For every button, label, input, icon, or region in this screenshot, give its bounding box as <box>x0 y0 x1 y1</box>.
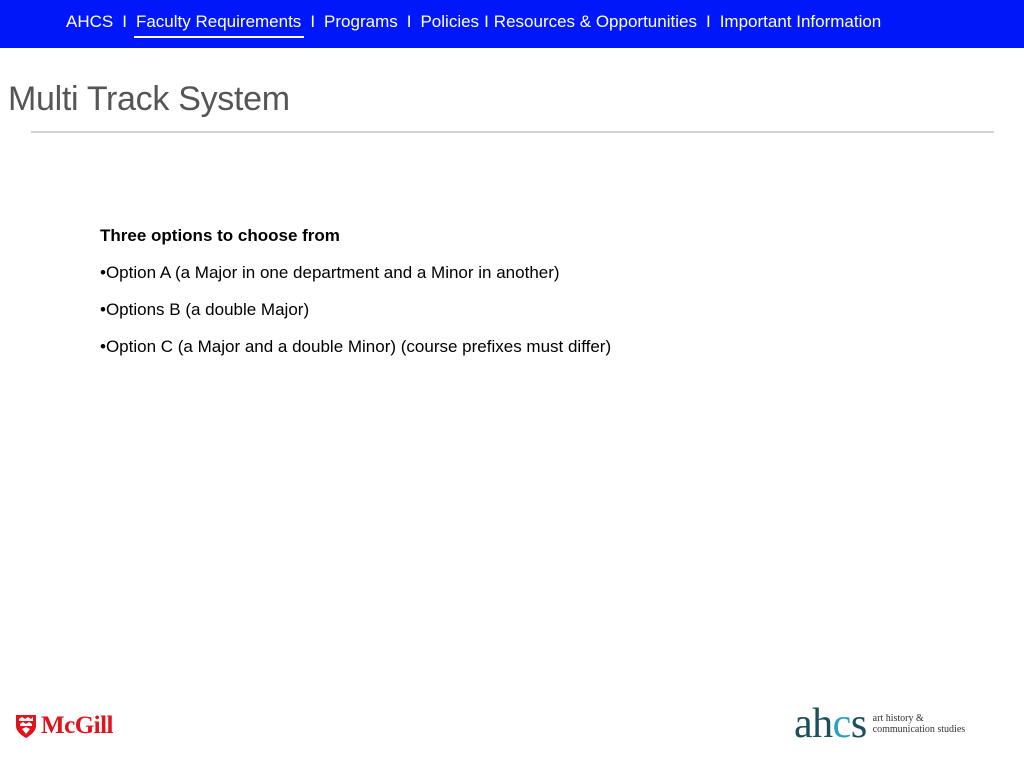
nav-link-ahcs[interactable]: AHCS <box>66 12 114 31</box>
nav-items <box>66 12 881 32</box>
ahcs-tagline-line2: communication studies <box>872 724 966 735</box>
title-divider <box>31 131 994 133</box>
option-item: •Options B (a double Major) <box>100 300 310 319</box>
nav-separator: I <box>705 12 711 31</box>
nav-separator: I <box>122 12 127 31</box>
content-heading: Three options to choose from <box>100 226 340 245</box>
ahcs-tagline <box>873 713 966 735</box>
page-title: Multi Track System <box>8 80 290 118</box>
nav-separator: I <box>406 12 412 31</box>
nav-separator: I <box>484 12 489 31</box>
ahcs-logo <box>794 700 965 748</box>
ahcs-tagline-line1: art history & <box>872 713 924 724</box>
mcgill-logo <box>14 712 113 740</box>
mcgill-crest-icon <box>14 713 38 739</box>
content-block <box>100 225 611 373</box>
nav-link-important-information[interactable]: Important Information <box>719 12 882 31</box>
option-item: •Option A (a Major in one department and a Minor in another) <box>100 263 560 282</box>
nav-separator: I <box>310 12 316 31</box>
mcgill-wordmark: McGill <box>41 712 113 739</box>
top-nav-bar <box>0 0 1024 48</box>
nav-link-programs[interactable]: Programs <box>324 12 398 31</box>
option-item: •Option C (a Major and a double Minor) (course prefixes must differ) <box>100 337 612 356</box>
nav-link-faculty-requirements[interactable]: Faculty Requirements <box>135 12 302 31</box>
nav-link-resources[interactable]: Resources & Opportunities <box>493 12 697 31</box>
ahcs-wordmark: ahcs <box>794 701 867 747</box>
nav-link-policies[interactable]: Policies <box>420 12 480 31</box>
